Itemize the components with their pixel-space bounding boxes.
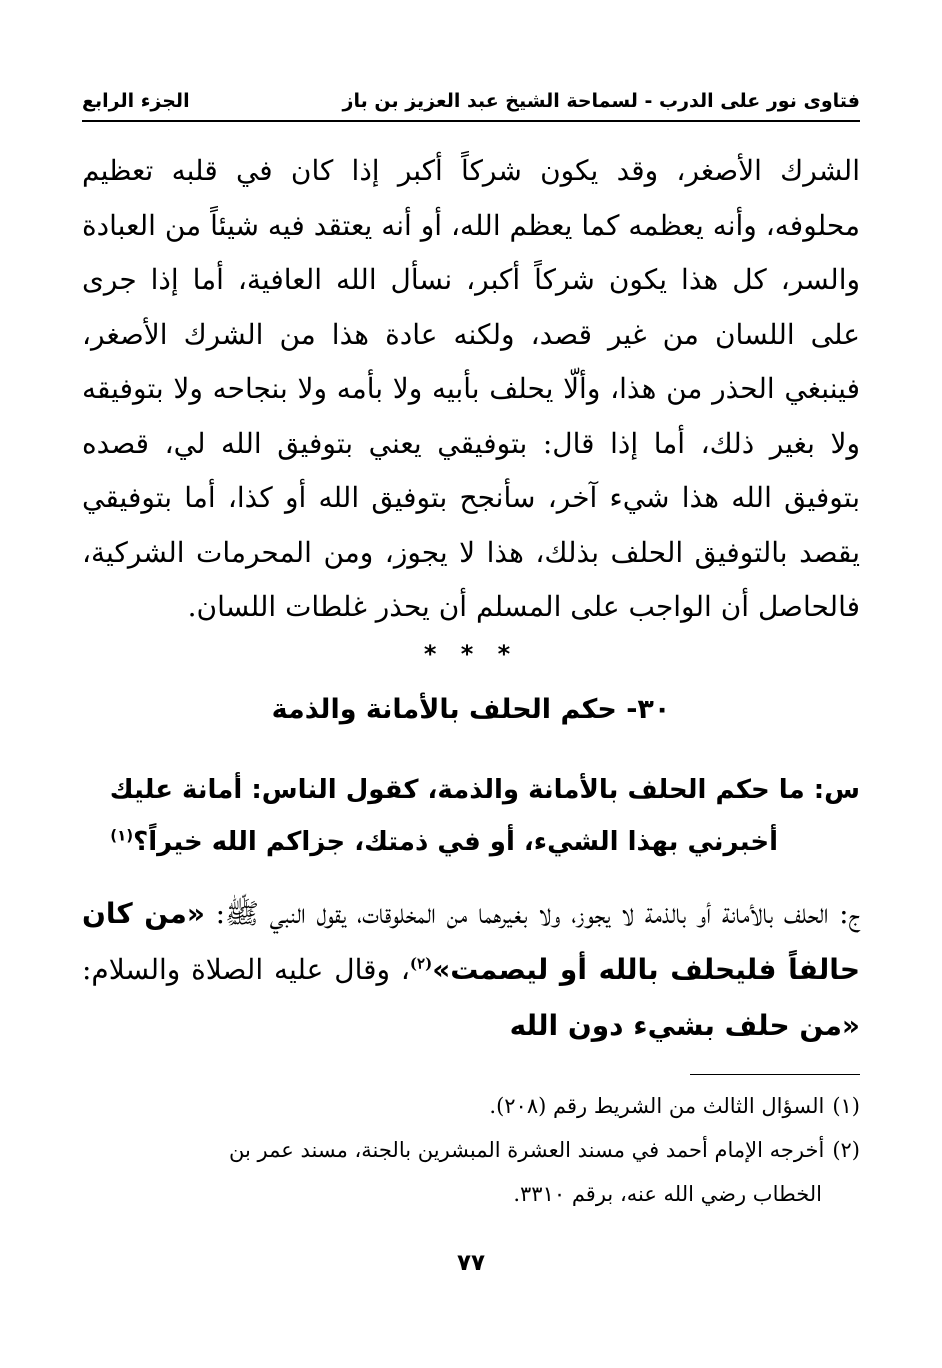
answer-text-2: ، وقال عليه الصلاة والسلام: (82, 953, 410, 986)
footnote-2 (82, 1128, 860, 1172)
question-block (82, 764, 860, 868)
footnote-ref-1: (١) (110, 826, 134, 845)
footnote-ref-2: (٢) (409, 954, 433, 973)
section-title: ٣٠- حكم الحلف بالأمانة والذمة (271, 694, 671, 725)
body-paragraph: الشرك الأصغر، وقد يكون شركاً أكبر إذا كان في قلبه تعظيم محلوفه، وأنه يعظمه كما يعظم الله، أو أنه يعتقد فيه شيئاً من العبادة والسر، كل هذا يكون شركاً أكبر، نسأل الله العافية، أما إذا جرى على اللسان من غير قصد، ولكنه عادة هذا من الشرك الأصغر، فينبغي الحذر من هذا، وألّا يحلف بأبيه ولا بأمه ولا بنجاحه ولا بتوفيقه ولا بغير ذلك، أما إذا قال: بتوفيقي يعني بتوفيق الله لي، قصده بتوفيق الله هذا شيء آخر، سأنجح بتوفيق الله أو كذا، أما بتوفيقي يقصد بالتوفيق الحلف بذلك، هذا لا يجوز، ومن المحرمات الشركية، فالحاصل أن الواجب على المسلم أن يحذر غلطات اللسان. (82, 154, 860, 623)
hadith-quote-1: «من كان حالفاً فليحلف بالله أو ليصمت» (82, 897, 860, 986)
answer-block (82, 886, 860, 1054)
footnote-number: (١) (832, 1094, 860, 1118)
footnote-text: السؤال الثالث من الشريط رقم (٢٠٨). (489, 1094, 825, 1118)
footnote-number: (٢) (832, 1138, 860, 1162)
page-number: ٧٧ (456, 1250, 486, 1276)
question-line-1: س: ما حكم الحلف بالأمانة والذمة، كقول الناس: أمانة عليك (109, 775, 860, 805)
footnote-1 (82, 1084, 860, 1128)
footnote-divider (690, 1074, 860, 1075)
footnote-2-continuation: الخطاب رضي الله عنه، برقم ٣٣١٠. (513, 1182, 822, 1206)
section-separator: * * * (423, 640, 519, 668)
footnotes (82, 1084, 860, 1216)
answer-text-1: ج: الحلف بالأمانة أو بالذمة لا يجوز، ولا بغيرهما من المخلوقات، يقول النبي ﷺ: (204, 897, 860, 930)
running-head (82, 86, 860, 122)
running-head-part: الجزء الرابع (82, 90, 190, 112)
question-line-2: أخبرني بهذا الشيء، أو في ذمتك، جزاكم الله خيراً؟ (133, 827, 778, 857)
question-line-2-wrap (82, 816, 860, 868)
footnote-text: أخرجه الإمام أحمد في مسند العشرة المبشرين بالجنة، مسند عمر بن (229, 1138, 825, 1162)
running-head-title: فتاوى نور على الدرب - لسماحة الشيخ عبد العزيز بن باز (342, 90, 860, 112)
hadith-quote-2: «من حلف بشيء دون الله (509, 1009, 860, 1042)
body-text (82, 144, 860, 635)
